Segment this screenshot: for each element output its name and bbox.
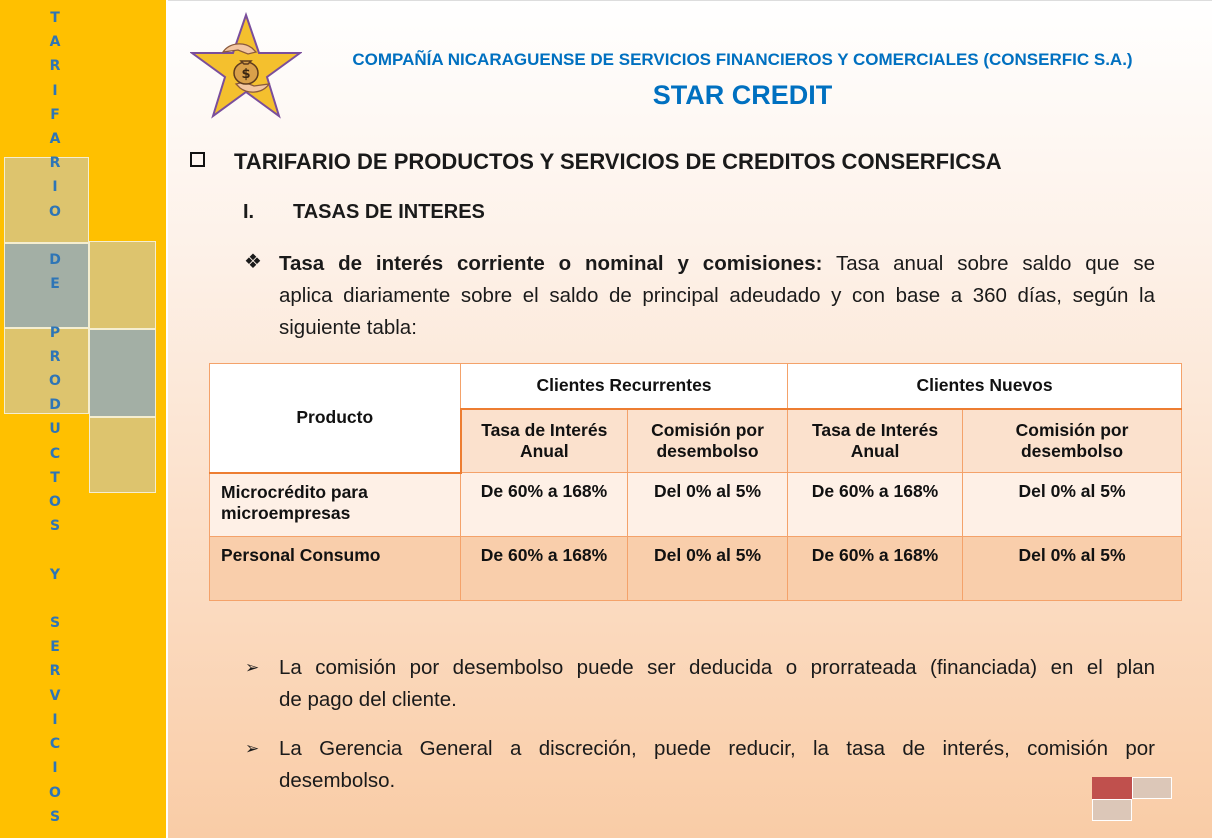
rate-cell: De 60% a 168%	[461, 473, 628, 537]
col-header-rate: Tasa de Interés Anual	[461, 409, 628, 473]
commission-cell: Del 0% al 5%	[628, 537, 788, 601]
sidebar-title-letter: S	[49, 615, 61, 632]
group-header-recurrent: Clientes Recurrentes	[461, 364, 788, 409]
sidebar-title-letter: O	[49, 373, 61, 390]
table-row	[210, 537, 1182, 601]
sidebar-title-letter: V	[49, 687, 61, 704]
checkbox-bullet-icon	[190, 152, 205, 167]
arrow-bullet-icon: ➢	[245, 739, 260, 758]
col-header-rate: Tasa de Interés Anual	[788, 409, 963, 473]
note-line: de pago del cliente.	[279, 688, 457, 711]
commission-cell: Del 0% al 5%	[628, 473, 788, 537]
rate-cell: De 60% a 168%	[788, 537, 963, 601]
table-row	[210, 473, 1182, 537]
diamond-bullet-icon: ❖	[244, 251, 262, 273]
sidebar-title-letter: T	[50, 10, 60, 26]
sidebar-title-letter: C	[49, 736, 61, 753]
rate-cell: De 60% a 168%	[461, 537, 628, 601]
sidebar-title-letter: I	[52, 760, 58, 777]
intro-paragraph	[279, 248, 1155, 344]
rates-table	[209, 363, 1182, 601]
sidebar-decor-square	[89, 417, 156, 493]
sidebar-title-letter: R	[49, 348, 61, 365]
sidebar-title-letter: D	[49, 252, 61, 269]
note-item	[279, 652, 1155, 716]
intro-first-line	[279, 248, 1155, 280]
note-item	[279, 733, 1155, 797]
sidebar-title-letter: O	[49, 494, 61, 511]
sidebar-title-letter: E	[50, 276, 60, 293]
sidebar-title-letter: S	[49, 808, 61, 825]
intro-bold-label: Tasa de interés corriente o nominal y comisiones:	[279, 252, 823, 275]
sidebar-title-letter: A	[49, 34, 61, 51]
sidebar-vertical-title	[44, 6, 66, 829]
document-heading: TARIFARIO DE PRODUCTOS Y SERVICIOS DE CREDITOS CONSERFICSA	[234, 149, 1002, 174]
col-header-commission: Comisión por desembolso	[628, 409, 788, 473]
company-name: COMPAÑÍA NICARAGUENSE DE SERVICIOS FINANCIEROS Y COMERCIALES (CONSERFIC S.A.)	[352, 50, 1133, 69]
arrow-bullet-icon: ➢	[245, 658, 260, 677]
sidebar-title-letter: A	[49, 131, 61, 148]
svg-text:$: $	[241, 67, 251, 82]
sidebar-title-letter	[44, 296, 66, 320]
sidebar-title-letter: S	[49, 518, 61, 535]
group-header-new: Clientes Nuevos	[788, 364, 1182, 409]
sidebar	[0, 0, 166, 838]
product-header: Producto	[210, 364, 461, 473]
sidebar-title-letter	[44, 587, 66, 611]
intro-first-line-rest: Tasa anual sobre saldo que se	[835, 252, 1155, 275]
sidebar-title-letter: U	[49, 421, 61, 438]
star-hands-money-bag-logo	[190, 12, 302, 124]
sidebar-title-letter: I	[52, 179, 58, 196]
sidebar-title-letter: I	[52, 711, 58, 728]
section-title: TASAS DE INTERES	[293, 201, 485, 223]
sidebar-title-letter: I	[52, 82, 58, 99]
sidebar-title-letter: F	[50, 106, 60, 123]
note-line: La Gerencia General a discreción, puede reducir, la tasa de interés, comisión por	[279, 737, 1155, 760]
product-title: STAR CREDIT	[652, 80, 833, 110]
intro-text: aplica diariamente sobre el saldo de principal adeudado y con base a 360 días, según la siguiente tabla:	[279, 284, 1155, 339]
sidebar-decor-square	[89, 241, 156, 329]
sidebar-title-letter: R	[49, 663, 61, 680]
section-number: I.	[243, 201, 255, 223]
sidebar-title-letter: E	[50, 639, 60, 656]
product-cell: Personal Consumo	[210, 537, 461, 601]
rate-cell: De 60% a 168%	[788, 473, 963, 537]
sidebar-title-letter: R	[49, 155, 61, 172]
sidebar-title-letter: C	[49, 445, 61, 462]
note-line: La comisión por desembolso puede ser deducida o prorrateada (financiada) en el plan	[279, 656, 1155, 679]
sidebar-title-letter	[44, 224, 66, 248]
sidebar-title-letter: O	[49, 784, 61, 801]
commission-cell: Del 0% al 5%	[963, 537, 1182, 601]
col-header-commission: Comisión por desembolso	[963, 409, 1182, 473]
sidebar-title-letter: P	[49, 324, 61, 341]
corner-decor-square	[1092, 777, 1132, 799]
sidebar-title-letter: R	[49, 58, 61, 75]
corner-decor-square	[1092, 799, 1132, 821]
sidebar-title-letter	[44, 538, 66, 562]
product-cell: Microcrédito para microempresas	[210, 473, 461, 537]
sidebar-title-letter: Y	[49, 566, 61, 583]
corner-decor-square	[1132, 777, 1172, 799]
sidebar-title-letter: O	[49, 203, 61, 220]
sidebar-title-letter: T	[50, 469, 60, 486]
sidebar-decor-square	[89, 329, 156, 417]
note-line: desembolso.	[279, 769, 396, 792]
sidebar-title-letter: D	[49, 397, 61, 414]
commission-cell: Del 0% al 5%	[963, 473, 1182, 537]
